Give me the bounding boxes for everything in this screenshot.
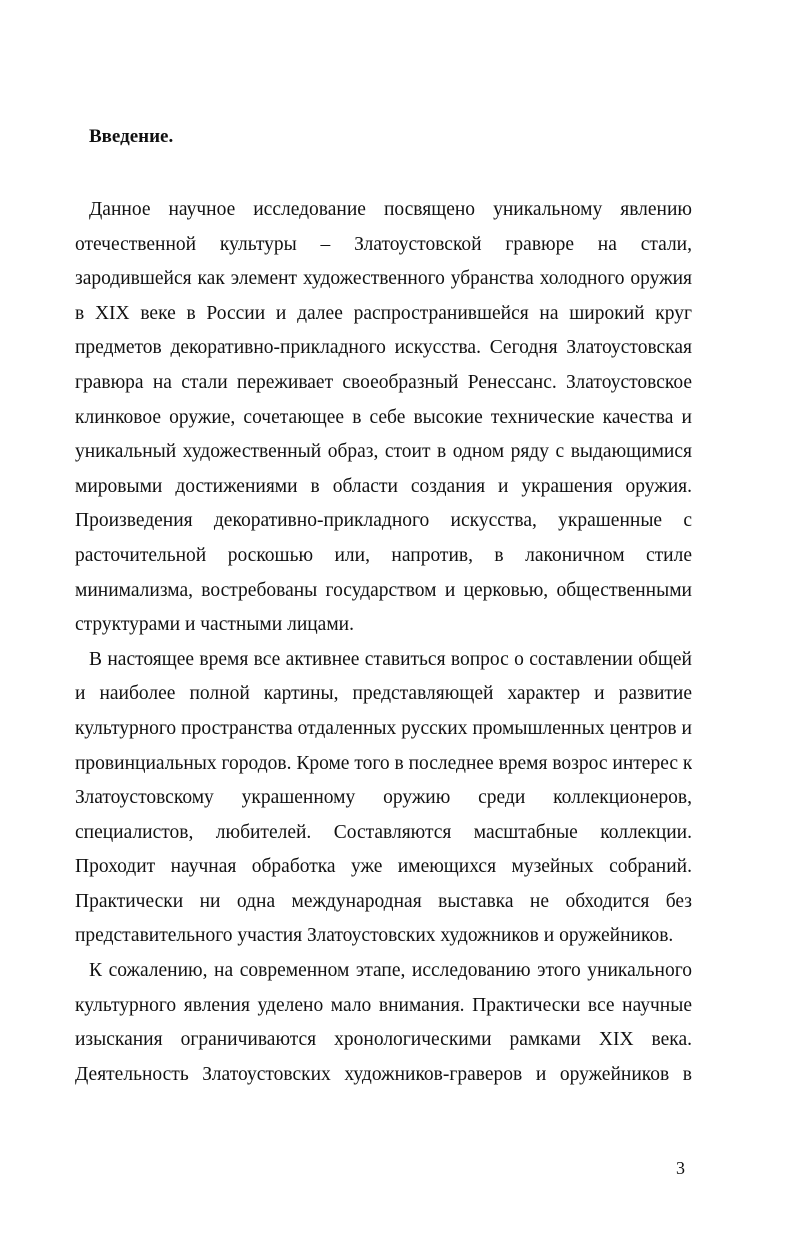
text-line: Произведения декоративно-прикладного искусства, украшенные с [75, 510, 692, 532]
text-line: в XIX веке в России и далее распространившейся на широкий круг [75, 302, 692, 324]
text-line: гравюра на стали переживает своеобразный Ренессанс. Златоустовское [75, 371, 692, 393]
text-line: изыскания ограничиваются хронологическими рамками XIX века. [75, 1029, 692, 1051]
text-line: Златоустовскому украшенному оружию среди коллекционеров, [75, 787, 692, 809]
text-line: уникальный художественный образ, стоит в одном ряду с выдающимися [75, 441, 692, 463]
text-line: и наиболее полной картины, представляющей характер и развитие [75, 683, 692, 705]
text-line: отечественной культуры – Златоустовской гравюре на стали, [75, 233, 692, 255]
text-line: культурного явления уделено мало внимания. Практически все научные [75, 994, 692, 1016]
text-line: клинковое оружие, сочетающее в себе высокие технические качества и [75, 406, 692, 428]
text-line: Практически ни одна международная выставка не обходится без [75, 890, 692, 912]
text-line: предметов декоративно-прикладного искусства. Сегодня Златоустовская [75, 337, 692, 359]
text-line: Деятельность Златоустовских художников-граверов и оружейников в [75, 1063, 692, 1085]
text-line: К сожалению, на современном этапе, исследованию этого уникального [89, 960, 692, 982]
body-text [75, 193, 692, 1092]
text-line: провинциальных городов. Кроме того в последнее время возрос интерес к [75, 752, 692, 774]
text-line: минимализма, востребованы государством и церковью, общественными [75, 579, 692, 601]
text-line: культурного пространства отдаленных русских промышленных центров и [75, 717, 692, 739]
section-heading: Введение. [89, 126, 174, 147]
text-line: зародившейся как элемент художественного убранства холодного оружия [75, 268, 692, 290]
text-line: мировыми достижениями в области создания и украшения оружия. [75, 475, 692, 497]
text-line: специалистов, любителей. Составляются масштабные коллекции. [75, 821, 692, 843]
text-line: структурами и частными лицами. [75, 614, 354, 636]
text-line: расточительной роскошью или, напротив, в лаконичном стиле [75, 544, 692, 566]
text-line: В настоящее время все активнее ставиться вопрос о составлении общей [89, 648, 692, 670]
text-line: представительного участия Златоустовских художников и оружейников. [75, 925, 674, 947]
text-line: Данное научное исследование посвящено уникальному явлению [89, 199, 692, 220]
text-line: Проходит научная обработка уже имеющихся музейных собраний. [75, 856, 692, 878]
page-number: 3 [676, 1158, 685, 1178]
